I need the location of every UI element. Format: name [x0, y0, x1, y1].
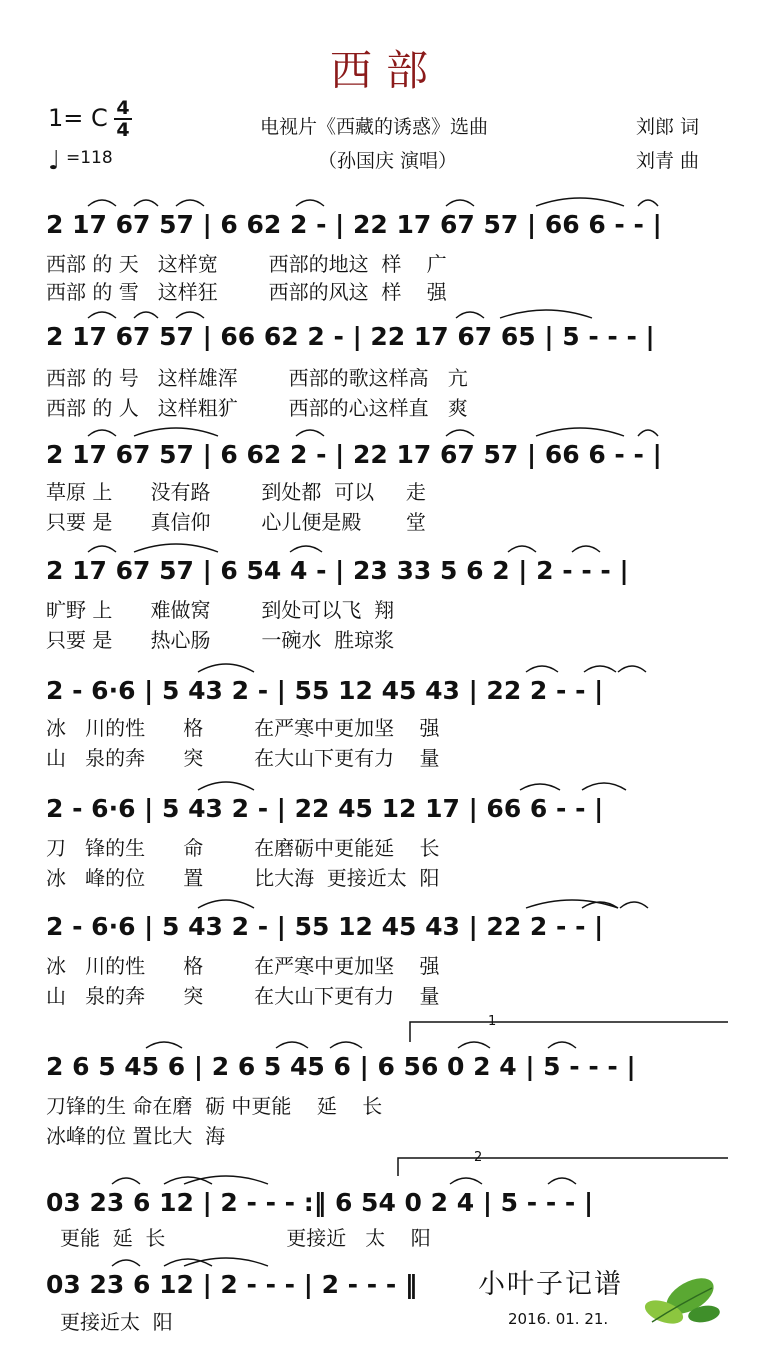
- notation-line: 03 23 6 12 | 2 - - - | 2 - - - ‖: [46, 1270, 418, 1299]
- slur-mark: [134, 200, 158, 206]
- notation-line: 2 - 6·6 | 5 43 2 - | 55 12 45 43 | 22 2 - - |: [46, 676, 604, 705]
- quarter-note-icon: ♩: [48, 146, 61, 176]
- lyric-verse-1: 草原 上 没有路 到处都 可以 走: [46, 480, 426, 504]
- lyric-verse-2: 冰 峰的位 置 比大海 更接近太 阳: [46, 866, 440, 890]
- slur-mark: [198, 664, 254, 672]
- song-title: 西部: [329, 46, 442, 95]
- notation-line: 2 17 67 57 | 6 62 2 - | 22 17 67 57 | 66 6 - - |: [46, 440, 662, 469]
- lyric-verse-2: 山 泉的奔 突 在大山下更有力 量: [46, 984, 440, 1008]
- time-signature-top: 4: [116, 97, 130, 119]
- lyric-verse-1: 刀锋的生 命在磨 砺 中更能 延 长: [46, 1094, 383, 1118]
- tempo-marking: =118: [66, 148, 113, 168]
- slur-mark: [112, 1178, 140, 1184]
- slur-mark: [520, 784, 560, 790]
- volta-number: 2: [474, 1150, 483, 1165]
- leaf-logo-icon: [642, 1271, 721, 1328]
- lyric-verse-1: 刀 锋的生 命 在磨砺中更能延 长: [46, 836, 440, 860]
- lyric-verse-1: 冰 川的性 格 在严寒中更加坚 强: [46, 716, 440, 740]
- slur-mark: [176, 200, 204, 206]
- notation-line: 2 - 6·6 | 5 43 2 - | 22 45 12 17 | 66 6 - - |: [46, 794, 604, 823]
- lyric-verse-1: 旷野 上 难做窝 到处可以飞 翔: [46, 598, 395, 622]
- slur-mark: [198, 900, 254, 908]
- lyric-verse-2: 只要 是 热心肠 一碗水 胜琼浆: [46, 628, 395, 652]
- slur-mark: [620, 902, 648, 908]
- slur-mark: [458, 1042, 490, 1048]
- slur-mark: [508, 546, 536, 552]
- slur-mark: [88, 200, 116, 206]
- lyric-verse-1: 更接近太 阳: [60, 1310, 173, 1334]
- transcription-date: 2016. 01. 21.: [508, 1310, 609, 1328]
- slur-mark: [638, 430, 658, 436]
- slur-mark: [536, 428, 624, 436]
- slur-mark: [450, 1178, 482, 1184]
- notation-line: 2 17 67 57 | 6 62 2 - | 22 17 67 57 | 66 6 - - |: [46, 210, 662, 239]
- lyric-verse-1: 冰 川的性 格 在严寒中更加坚 强: [46, 954, 440, 978]
- lyric-verse-2: 冰峰的位 置比大 海: [46, 1124, 226, 1148]
- slur-mark: [618, 666, 646, 672]
- slur-mark: [112, 1260, 140, 1266]
- slur-mark: [134, 312, 158, 318]
- notation-line: 2 6 5 45 6 | 2 6 5 45 6 | 6 56 0 2 4 | 5 - - - |: [46, 1052, 636, 1081]
- slur-mark: [134, 428, 218, 436]
- time-signature-bottom: 4: [116, 119, 130, 141]
- singer-credit: （孙国庆 演唱）: [318, 150, 458, 172]
- lyric-verse-1: 西部 的 天 这样宽 西部的地这 样 广: [46, 252, 447, 276]
- volta-number: 1: [488, 1014, 497, 1029]
- slur-mark: [446, 200, 474, 206]
- notation-line: 03 23 6 12 | 2 - - - :‖ 6 54 0 2 4 | 5 - - - |: [46, 1188, 594, 1217]
- notation-line: 2 17 67 57 | 66 62 2 - | 22 17 67 65 | 5 - - - |: [46, 322, 655, 351]
- lyric-verse-2: 西部 的 人 这样粗犷 西部的心这样直 爽: [46, 396, 468, 420]
- lyric-verse-1: 西部 的 号 这样雄浑 西部的歌这样高 亢: [46, 366, 468, 390]
- lyricist-credit: 刘郎 词: [636, 116, 700, 138]
- slur-mark: [88, 546, 116, 552]
- slur-mark: [526, 666, 558, 672]
- slur-mark: [500, 310, 592, 318]
- lyric-verse-2: 只要 是 真信仰 心儿便是殿 堂: [46, 510, 426, 534]
- slur-mark: [526, 900, 618, 908]
- volta-bracket-1: [410, 1022, 728, 1042]
- slur-mark: [572, 546, 600, 552]
- transcriber-signature: 小叶子记谱: [478, 1269, 623, 1300]
- key-signature: 1= C: [48, 104, 108, 132]
- slur-mark: [638, 200, 658, 206]
- slur-mark: [88, 430, 116, 436]
- volta-bracket-2: [398, 1158, 728, 1176]
- slur-mark: [330, 1042, 362, 1048]
- slur-mark: [548, 1042, 576, 1048]
- lyric-verse-2: 西部 的 雪 这样狂 西部的风这 样 强: [46, 280, 447, 304]
- slur-mark: [446, 430, 474, 436]
- subtitle: 电视片《西藏的诱惑》选曲: [260, 116, 489, 138]
- lyric-verse-1: 更能 延 长 更接近 太 阳: [60, 1226, 431, 1250]
- slur-mark: [584, 666, 616, 672]
- slur-mark: [198, 782, 254, 790]
- slur-mark: [276, 1042, 308, 1048]
- notation-line: 2 17 67 57 | 6 54 4 - | 23 33 5 6 2 | 2 - - - |: [46, 556, 629, 585]
- slur-mark: [290, 546, 322, 552]
- composer-credit: 刘青 曲: [636, 150, 700, 172]
- slur-mark: [536, 198, 624, 206]
- slur-mark: [134, 544, 218, 552]
- slur-mark: [88, 312, 116, 318]
- slur-mark: [296, 430, 324, 436]
- slur-mark: [548, 1178, 576, 1184]
- notation-line: 2 - 6·6 | 5 43 2 - | 55 12 45 43 | 22 2 - - |: [46, 912, 604, 941]
- slur-mark: [176, 312, 204, 318]
- lyric-verse-2: 山 泉的奔 突 在大山下更有力 量: [46, 746, 440, 770]
- slur-mark: [456, 312, 484, 318]
- slur-mark: [582, 783, 626, 790]
- slur-mark: [146, 1042, 182, 1048]
- slur-mark: [296, 200, 324, 206]
